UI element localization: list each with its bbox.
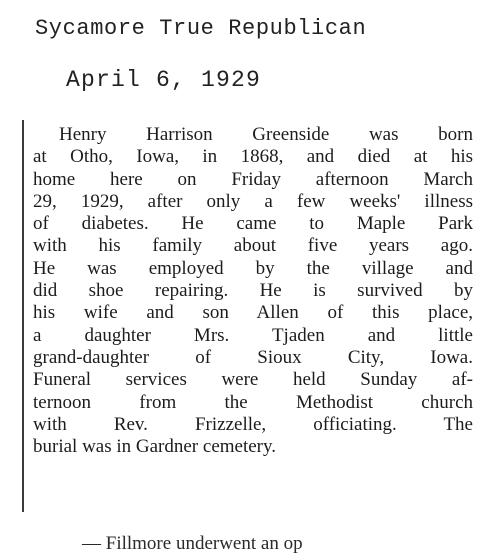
- article-line: home here on Friday afternoon March: [33, 168, 473, 190]
- article-line: a daughter Mrs. Tjaden and little: [33, 324, 473, 346]
- obituary-article: [33, 124, 473, 458]
- newspaper-name: Sycamore True Republican: [35, 16, 367, 41]
- article-line: Funeral services were held Sunday af-: [33, 369, 473, 391]
- article-line: at Otho, Iowa, in 1868, and died at his: [33, 146, 473, 168]
- cutoff-text: — Fillmore underwent an op: [82, 533, 303, 554]
- article-line: He was employed by the village and: [33, 257, 473, 279]
- article-line: grand-daughter of Sioux City, Iowa.: [33, 346, 473, 368]
- article-line: burial was in Gardner cemetery.: [33, 436, 277, 458]
- column-rule: [22, 120, 24, 512]
- cutoff-next-article: [82, 533, 422, 554]
- newspaper-clipping: [22, 112, 480, 560]
- article-line: of diabetes. He came to Maple Park: [33, 213, 473, 235]
- publication-date: April 6, 1929: [66, 67, 262, 93]
- article-line: Henry Harrison Greenside was born: [59, 124, 473, 145]
- article-line: 29, 1929, after only a few weeks' illness: [33, 190, 473, 212]
- article-line: with Rev. Frizzelle, officiating. The: [33, 413, 473, 435]
- article-line: with his family about five years ago.: [33, 235, 473, 257]
- article-line: ternoon from the Methodist church: [33, 391, 473, 413]
- article-line: his wife and son Allen of this place,: [33, 302, 473, 324]
- article-line: did shoe repairing. He is survived by: [33, 280, 473, 302]
